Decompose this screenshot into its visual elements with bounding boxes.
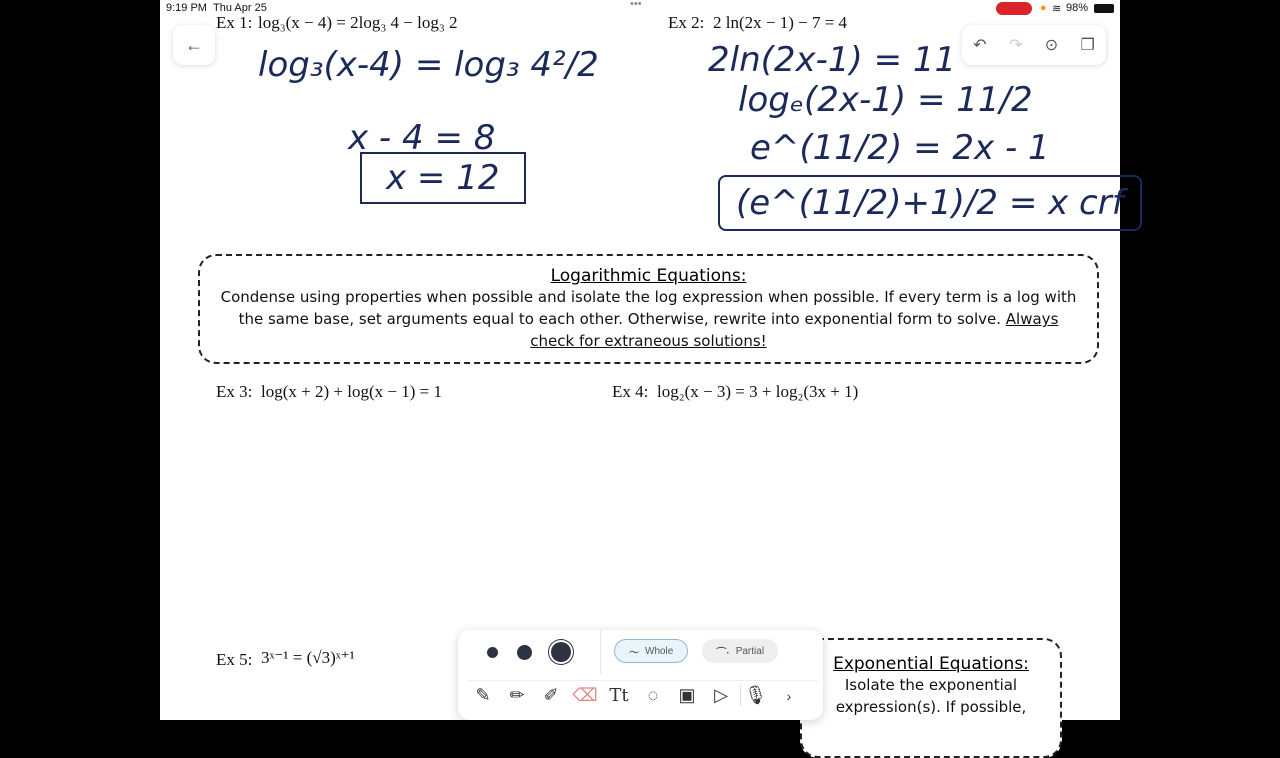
hw-ex2-line3: e^(11/2) = 2x - 1 — [750, 128, 1050, 168]
top-toolbar — [962, 25, 1106, 65]
arrow-left-icon: ← — [185, 34, 203, 55]
exp-rules-line1: Isolate the exponential — [844, 676, 1018, 694]
orange-dot-icon: ● — [1040, 2, 1047, 14]
size-small[interactable] — [487, 647, 498, 658]
back-button[interactable] — [173, 25, 215, 65]
battery-percent: 98% — [1066, 2, 1089, 14]
hw-ex1-line2: x - 4 = 8 — [348, 118, 496, 158]
ex4-label: Ex 4: — [612, 382, 649, 401]
partial-wave-icon: ⌒· — [716, 647, 730, 659]
hw-ex2-line1: 2ln(2x-1) = 11 — [708, 40, 957, 80]
hw-ex2-answer: (e^(11/2)+1)/2 = x crf — [718, 175, 1142, 231]
highlighter-icon[interactable]: ✐ — [543, 685, 559, 705]
battery-icon — [1094, 4, 1114, 13]
ex5-label: Ex 5: — [216, 650, 253, 669]
hw-ex1-answer: x = 12 — [360, 152, 526, 204]
exp-rules-box — [800, 638, 1062, 758]
ex3-label: Ex 3: — [216, 382, 253, 401]
pages-icon[interactable]: ❐ — [1080, 37, 1095, 54]
lasso-icon[interactable]: ◌ — [647, 685, 659, 705]
ex1-label: Ex 1: — [216, 13, 253, 32]
hw-ex1-line1: log₃(x-4) = log₃ 4²/2 — [258, 45, 599, 85]
hw-ex2-line2: logₑ(2x-1) = 11/2 — [738, 80, 1033, 120]
pencil-icon[interactable]: ✏ — [509, 685, 525, 705]
status-time: 9:19 PM — [166, 2, 207, 14]
exp-rules-line2: expression(s). If possible, — [835, 698, 1027, 716]
whole-label: Whole — [645, 645, 674, 657]
log-rules-emphasis: Always check for extraneous solutions! — [530, 310, 1059, 350]
eraser-icon[interactable]: ⌫ — [572, 685, 598, 705]
multitask-dots[interactable]: ••• — [630, 0, 642, 10]
ex4-equation: log₂(x − 3) = 3 + log₂(3x + 1) — [657, 382, 859, 401]
wave-icon: 〜 — [629, 647, 639, 659]
redo-icon[interactable]: ↷ — [1008, 37, 1023, 54]
pen-toolbar — [458, 630, 823, 720]
recording-indicator[interactable] — [996, 2, 1032, 15]
log-rules-box — [198, 254, 1099, 364]
image-icon[interactable]: ▣ — [678, 685, 696, 705]
exp-rules-title: Exponential Equations: — [833, 654, 1029, 674]
ex2-equation: 2 ln(2x − 1) − 7 = 4 — [713, 13, 848, 32]
notes-page — [160, 0, 1124, 720]
ex2-label: Ex 2: — [668, 13, 705, 32]
chevron-right-icon[interactable]: › — [786, 687, 792, 704]
size-medium[interactable] — [517, 645, 532, 660]
wifi-icon: ≋ — [1052, 3, 1062, 15]
partial-label: Partial — [735, 645, 765, 657]
eraser-whole-button[interactable] — [614, 639, 688, 663]
eraser-partial-button[interactable] — [702, 639, 778, 663]
ex5-equation: 3ˣ⁻¹ = (√3)ˣ⁺¹ — [261, 648, 355, 667]
ex1-equation: log₃(x − 4) = 2log₃ 4 − log₃ 2 — [258, 13, 458, 32]
size-large[interactable] — [551, 642, 571, 662]
log-rules-title: Logarithmic Equations: — [550, 266, 747, 286]
text-icon[interactable]: Tt — [609, 685, 629, 706]
media-icon[interactable]: ▷ — [714, 685, 728, 705]
pen-icon[interactable]: ✎ — [475, 685, 491, 705]
microphone-icon[interactable]: 🎙 — [740, 685, 770, 706]
log-rules-text: Condense using properties when possible and isolate the log expression when possible. If every term is a log with the same base, set arguments equal to each other. Otherwise, rewrite into exponential form to solve. — [220, 288, 1077, 328]
more-icon[interactable]: ⊙ — [1044, 37, 1059, 54]
status-date: Thu Apr 25 — [213, 2, 267, 14]
ex3-equation: log(x + 2) + log(x − 1) = 1 — [261, 382, 442, 401]
undo-icon[interactable]: ↶ — [973, 37, 987, 54]
